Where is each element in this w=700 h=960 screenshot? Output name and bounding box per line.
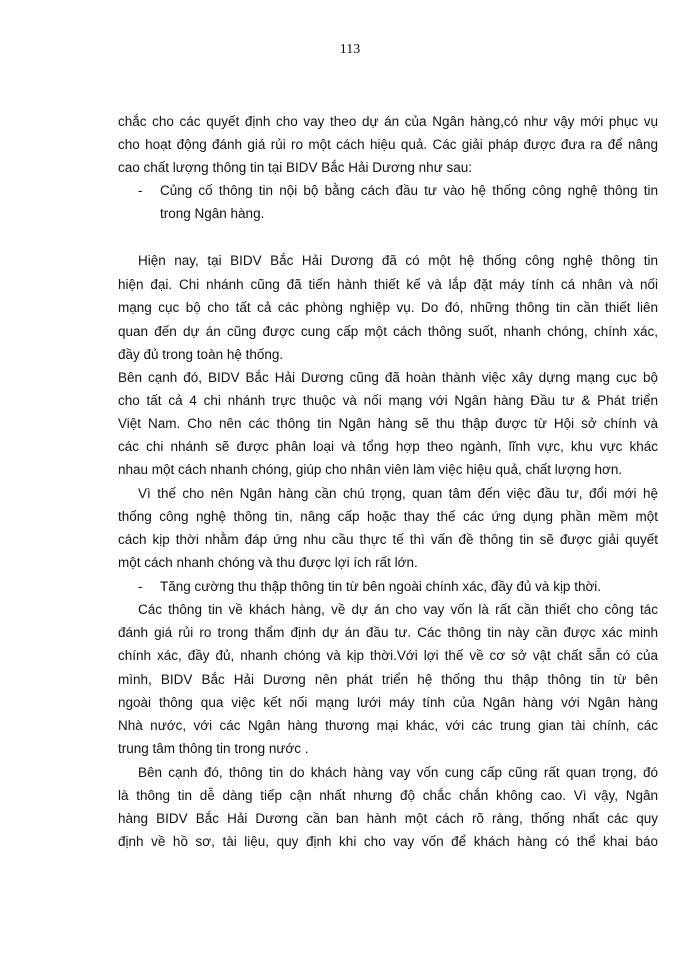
- text-line: Bên cạnh đó, thông tin do khách hàng vay vốn cung cấp cũng rất quan trọng, đó: [138, 765, 658, 780]
- text-line: ngoài thông qua việc kết nối mạng lưới máy tính của Ngân hàng với Ngân hàng: [118, 695, 658, 710]
- bullet-dash: -: [138, 183, 143, 198]
- text-line: quan đến dự án cũng được cung cấp một cách thông suốt, nhanh chóng, chính xác,: [118, 324, 658, 339]
- text-line: cho tất cả 4 chi nhánh trực thuộc và nối mạng với Ngân hàng Đầu tư & Phát triển: [118, 393, 658, 408]
- page-number: 113: [339, 42, 361, 57]
- text-line: hiện đại. Chi nhánh cũng đã tiến hành thiết kế và lắp đặt máy tính cá nhân và nối: [118, 277, 658, 292]
- text-line: là thông tin dễ dàng tiếp cận nhất nhưng độ chắc chắn không cao. Vì vậy, Ngân: [118, 788, 658, 803]
- text-line: đánh giá rủi ro trong thẩm định dự án đầu tư. Các thông tin này cần được xác minh: [118, 625, 658, 640]
- bullet-dash: -: [138, 579, 143, 594]
- text-line: mình, BIDV Bắc Hải Dương nên phát triển hệ thống thu thập thông tin từ bên: [118, 672, 658, 687]
- text-line: định về hồ sơ, tài liệu, quy định khi cho vay vốn để khách hàng có thể khai báo: [118, 834, 658, 849]
- text-line: Bên cạnh đó, BIDV Bắc Hải Dương cũng đã hoàn thành việc xây dựng mạng cục bộ: [118, 370, 658, 385]
- text-line: Tăng cường thu thập thông tin từ bên ngoài chính xác, đầy đủ và kịp thời.: [160, 579, 602, 594]
- text-line: chắc cho các quyết định cho vay theo dự án của Ngân hàng,có như vậy mới phục vụ: [118, 114, 658, 129]
- text-line: một cách nhanh chóng và thu được lợi ích rất lớn.: [118, 555, 418, 570]
- text-line: Các thông tin về khách hàng, về dự án cho vay vốn là rất cần thiết cho công tác: [138, 602, 658, 617]
- text-line: Củng cố thông tin nội bộ bằng cách đầu tư vào hệ thống công nghệ thông tin: [160, 183, 658, 198]
- text-line: Vì thế cho nên Ngân hàng cần chú trọng, quan tâm đến việc đầu tư, đổi mới hệ: [138, 486, 658, 501]
- text-line: cao chất lượng thông tin tại BIDV Bắc Hải Dương như sau:: [118, 160, 472, 175]
- text-line: nhau một cách nhanh chóng, giúp cho nhân viên làm việc hiệu quả, chất lượng hơn.: [118, 462, 623, 477]
- text-line: mạng cục bộ cho tất cả các phòng nghiệp vụ. Do đó, những thông tin cần thiết liên: [118, 300, 658, 315]
- text-line: thống công nghệ thông tin, nâng cấp hoặc thay thế các ứng dụng phần mềm một: [118, 509, 658, 524]
- text-line: các chi nhánh sẽ được phân loại và tổng hợp theo ngành, lĩnh vực, khu vực khác: [118, 439, 658, 454]
- text-line: Hiện nay, tại BIDV Bắc Hải Dương đã có một hệ thống công nghệ thông tin: [138, 253, 658, 268]
- text-line: hàng BIDV Bắc Hải Dương cần ban hành một cách rõ ràng, thống nhất các quy: [118, 811, 658, 826]
- text-line: Việt Nam. Cho nên các thông tin Ngân hàng sẽ thu thập được từ Hội sở chính và: [118, 416, 658, 431]
- text-line: trong Ngân hàng.: [160, 206, 265, 221]
- text-line: cách kịp thời nhằm đáp ứng nhu cầu thực tế thì vấn đề thông tin sẽ được giải quyết: [118, 532, 658, 547]
- text-line: cho hoạt động đánh giá rủi ro một cách hiệu quả. Các giải pháp được đưa ra để nâng: [118, 137, 658, 152]
- text-line: trung tâm thông tin trong nước .: [118, 741, 309, 756]
- text-line: đầy đủ trong toàn hệ thống.: [118, 347, 284, 362]
- text-line: chính xác, đầy đủ, nhanh chóng và kịp thời.Với lợi thế về cơ sở vật chất sẵn có của: [118, 648, 658, 663]
- text-line: Nhà nước, với các Ngân hàng thương mại khác, với các trung gian tài chính, các: [118, 718, 658, 733]
